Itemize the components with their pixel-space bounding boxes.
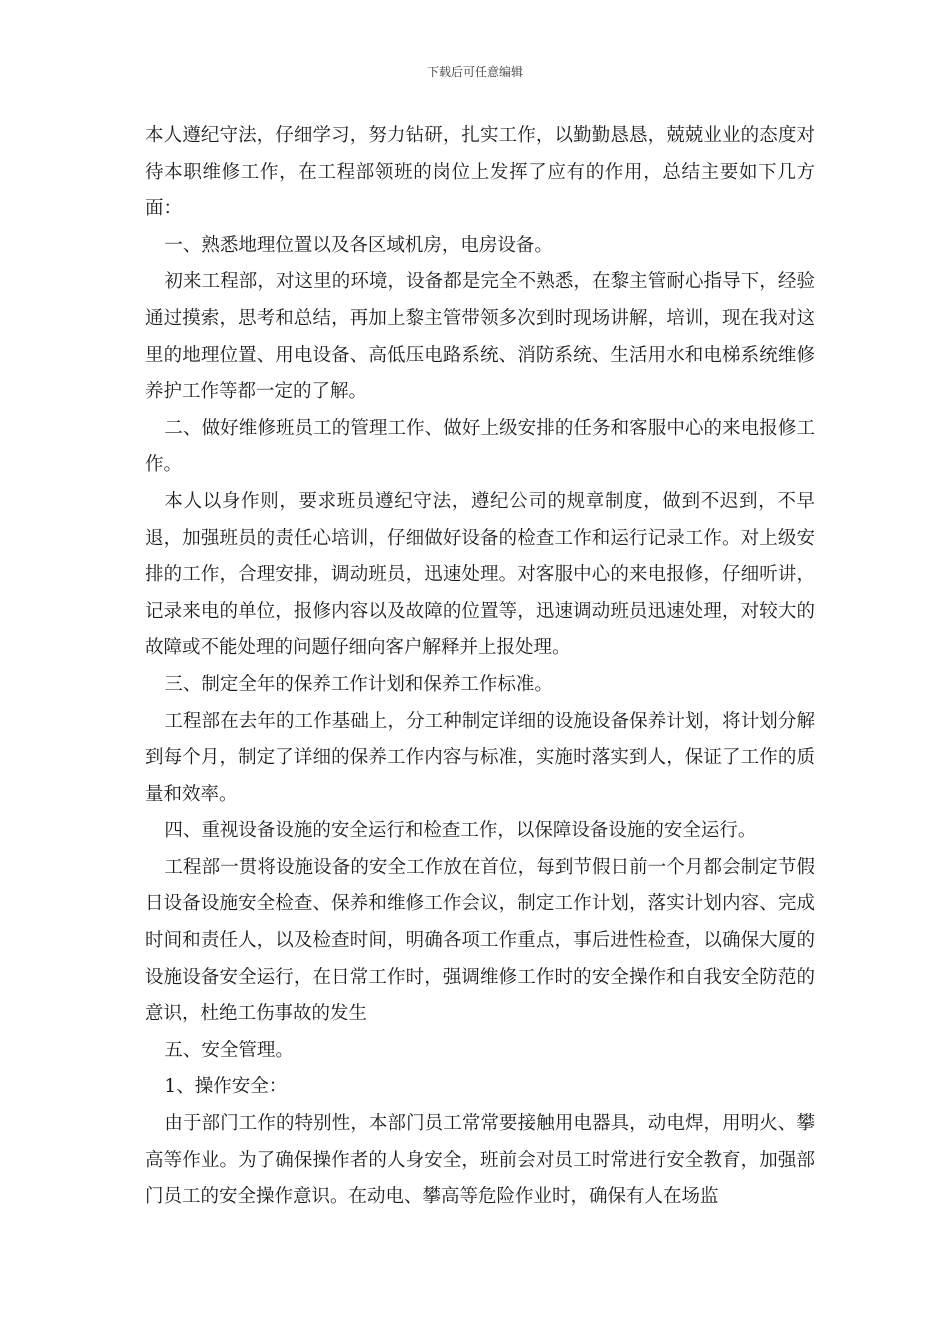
section-body-3: 工程部在去年的工作基础上，分工种制定详细的设施设备保养计划，将计划分解到每个月，制定了详细的保养工作内容与标准，实施时落实到人，保证了工作的质量和效率。 bbox=[145, 710, 815, 805]
subsection-heading-5-1: 1、操作安全： bbox=[164, 1076, 288, 1098]
section-body-1: 初来工程部，对这里的环境，设备都是完全不熟悉，在黎主管耐心指导下，经验通过摸索，思考和总结，再加上黎主管带领多次到时现场讲解，培训，现在我对这里的地理位置、用电设备、高低压电路系统、消防系统、生活用水和电梯系统维修养护工作等都一定的了解。 bbox=[145, 271, 815, 403]
subsection-body-5-1: 由于部门工作的特别性，本部门员工常常要接触用电器具，动电焊，用明火、攀高等作业。为了确保操作者的人身安全，班前会对员工时常进行安全教育，加强部门员工的安全操作意识。在动电、攀高等危险作业时，确保有人在场监 bbox=[145, 1113, 815, 1208]
document-body bbox=[145, 118, 815, 1216]
section-heading-2: 二、做好维修班员工的管理工作、做好上级安排的任务和客服中心的来电报修工作。 bbox=[145, 417, 815, 476]
section-heading-1: 一、熟悉地理位置以及各区域机房，电房设备。 bbox=[164, 234, 553, 256]
section-body-2: 本人以身作则，要求班员遵纪守法，遵纪公司的规章制度，做到不迟到，不早退，加强班员的责任心培训，仔细做好设备的检查工作和运行记录工作。对上级安排的工作，合理安排，调动班员，迅速处理。对客服中心的来电报修，仔细听讲，记录来电的单位，报修内容以及故障的位置等，迅速调动班员迅速处理，对较大的故障或不能处理的问题仔细向客户解释并上报处理。 bbox=[145, 490, 815, 659]
section-heading-5: 五、安全管理。 bbox=[164, 1039, 294, 1061]
section-body-4: 工程部一贯将设施设备的安全工作放在首位，每到节假日前一个月都会制定节假日设备设施安全检查、保养和维修工作会议，制定工作计划，落实计划内容、完成时间和责任人，以及检查时间，明确各项工作重点，事后进性检查，以确保大厦的设施设备安全运行，在日常工作时，强调维修工作时的安全操作和自我安全防范的意识，杜绝工伤事故的发生 bbox=[145, 856, 815, 1025]
section-heading-3: 三、制定全年的保养工作计划和保养工作标准。 bbox=[164, 673, 553, 695]
section-heading-4: 四、重视设备设施的安全运行和检查工作，以保障设备设施的安全运行。 bbox=[164, 820, 757, 842]
page-header: 下载后可任意编辑 bbox=[426, 65, 523, 79]
intro-paragraph: 本人遵纪守法，仔细学习，努力钻研，扎实工作，以勤勤恳恳，兢兢业业的态度对待本职维修工作，在工程部领班的岗位上发挥了应有的作用，总结主要如下几方面： bbox=[145, 125, 815, 220]
